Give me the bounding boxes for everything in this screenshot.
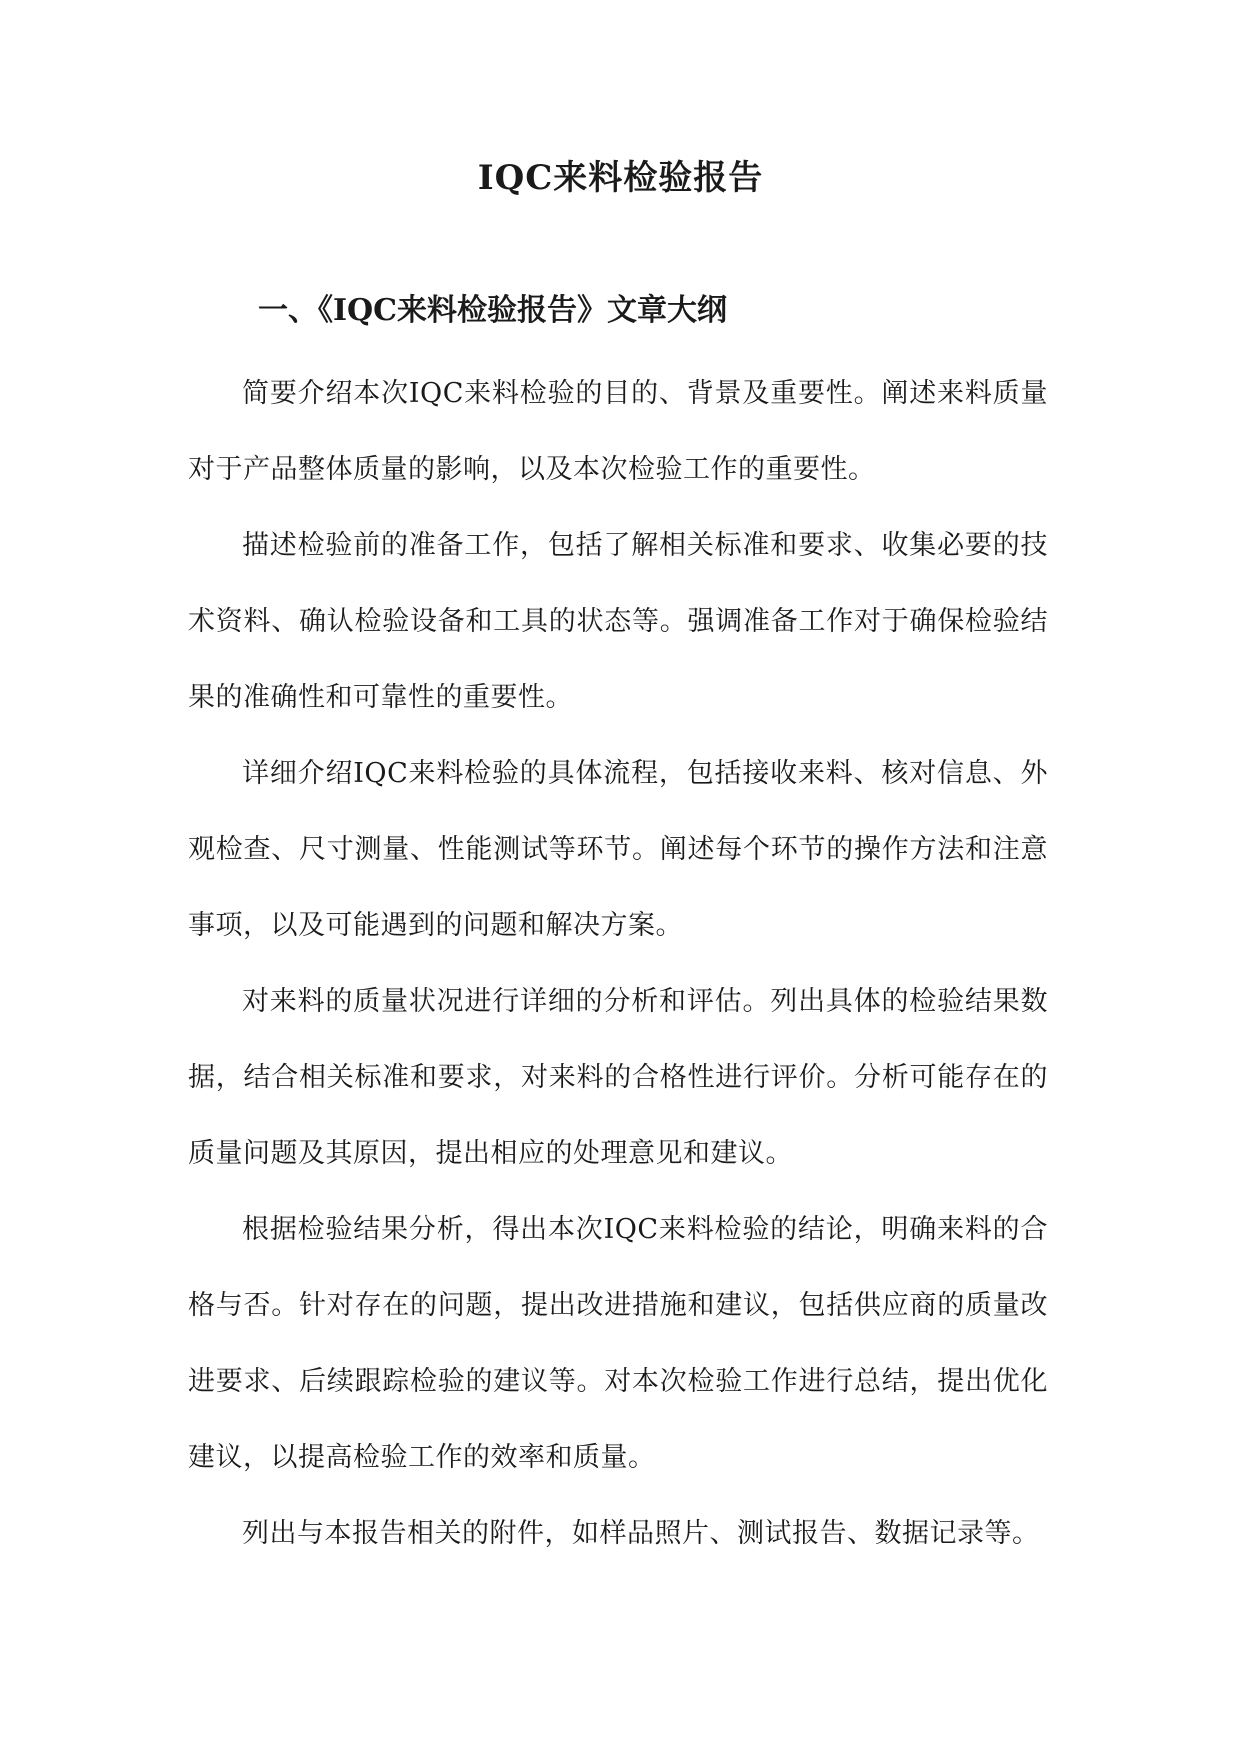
paragraph-purpose: 简要介绍本次IQC来料检验的目的、背景及重要性。阐述来料质量对于产品整体质量的影响，以及本次检验工作的重要性。 [188, 378, 1048, 485]
paragraph-conclusion: 根据检验结果分析，得出本次IQC来料检验的结论，明确来料的合格与否。针对存在的问题，提出改进措施和建议，包括供应商的质量改进要求、后续跟踪检验的建议等。对本次检验工作进行总结，提出优化建议，以提高检验工作的效率和质量。 [188, 1214, 1048, 1473]
paragraph-analysis: 对来料的质量状况进行详细的分析和评估。列出具体的检验结果数据，结合相关标准和要求，对来料的合格性进行评价。分析可能存在的质量问题及其原因，提出相应的处理意见和建议。 [188, 986, 1048, 1169]
paragraph-process: 详细介绍IQC来料检验的具体流程，包括接收来料、核对信息、外观检查、尺寸测量、性能测试等环节。阐述每个环节的操作方法和注意事项，以及可能遇到的问题和解决方案。 [188, 758, 1048, 941]
document-body [188, 356, 1048, 1572]
document-title: IQC来料检验报告 [477, 158, 764, 198]
section-heading: 一、《IQC来料检验报告》文章大纲 [258, 293, 728, 328]
paragraph-attachments: 列出与本报告相关的附件，如样品照片、测试报告、数据记录等。 [242, 1518, 1040, 1549]
paragraph-preparation: 描述检验前的准备工作，包括了解相关标准和要求、收集必要的技术资料、确认检验设备和工具的状态等。强调准备工作对于确保检验结果的准确性和可靠性的重要性。 [188, 530, 1048, 713]
